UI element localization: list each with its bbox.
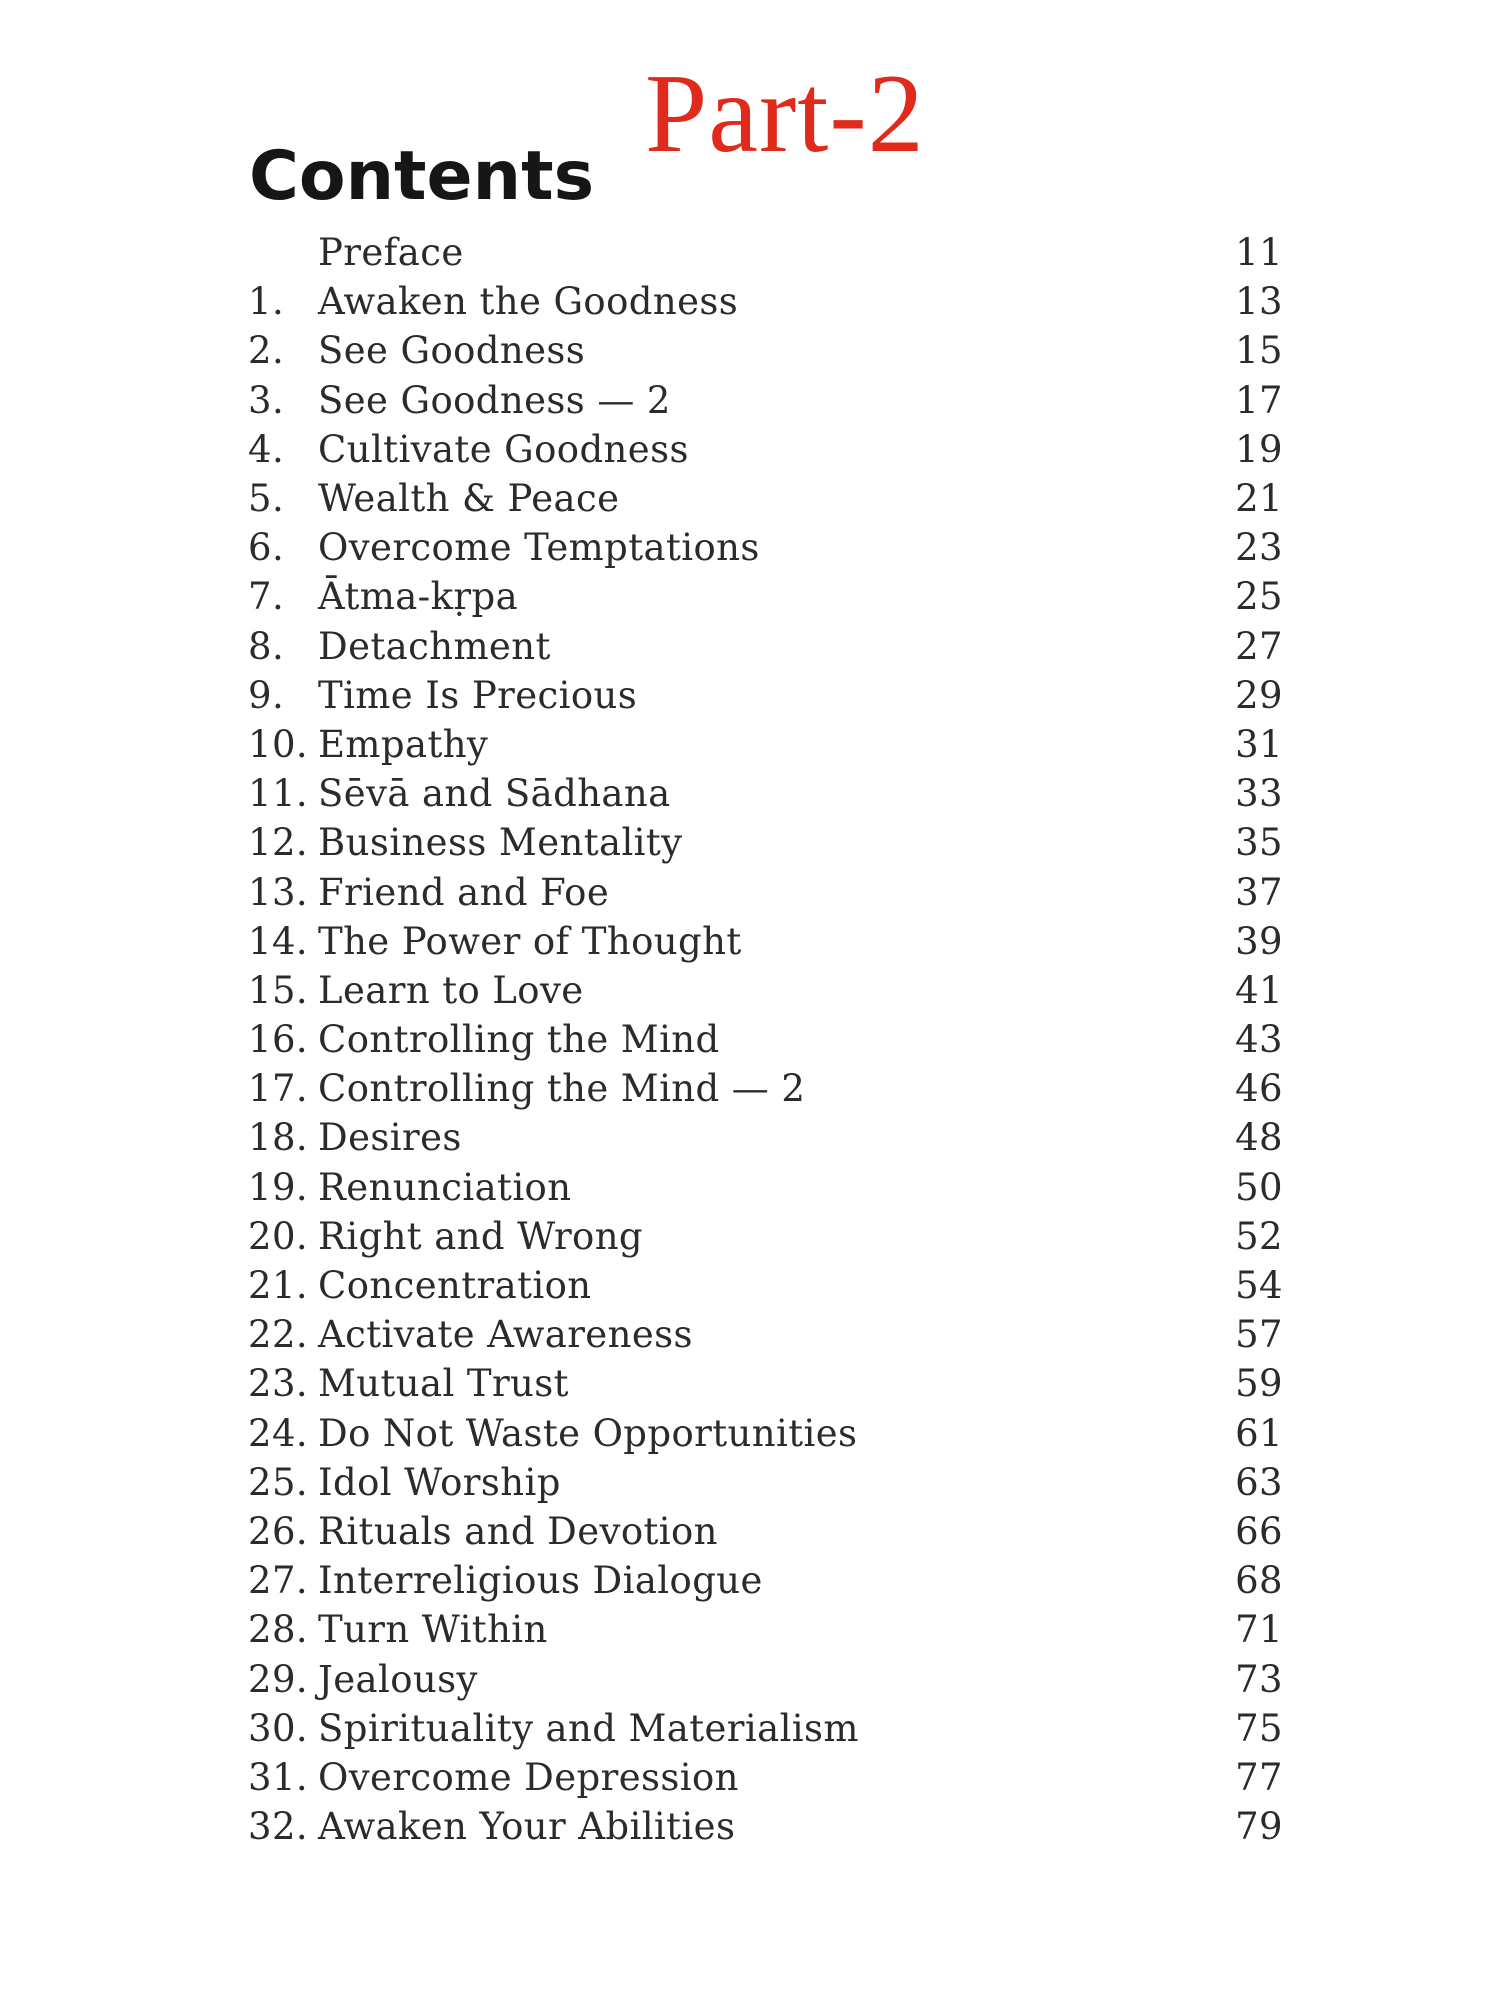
toc-entry-title: Spirituality and Materialism [318, 1706, 859, 1750]
toc-entry-number: 2. [248, 329, 285, 373]
toc-entry-page: 59 [1235, 1362, 1283, 1406]
toc-entry-page: 43 [1235, 1018, 1283, 1062]
toc-entry [248, 1212, 1283, 1261]
toc-entry-page: 41 [1235, 968, 1283, 1012]
toc-entry-page: 37 [1235, 870, 1283, 914]
toc-entry-page: 23 [1235, 526, 1283, 570]
toc-entry-title: Friend and Foe [318, 870, 610, 914]
toc-entry-number: 21. [248, 1264, 309, 1308]
toc-entry-page: 35 [1235, 821, 1283, 865]
toc-entry-title: See Goodness [318, 329, 586, 373]
toc-entry-page: 21 [1235, 477, 1283, 521]
toc-entry-title: Right and Wrong [318, 1214, 644, 1258]
toc-entry-number: 13. [248, 870, 309, 914]
toc-entry-number: 9. [248, 673, 285, 717]
toc-entry [248, 1654, 1283, 1703]
toc-entry-title: Overcome Depression [318, 1755, 739, 1799]
toc-entry-title: Preface [318, 231, 464, 275]
toc-entry-page: 25 [1235, 575, 1283, 619]
toc-entry-title: The Power of Thought [318, 919, 742, 963]
toc-entry [248, 1507, 1283, 1556]
toc-entry-number: 5. [248, 477, 285, 521]
toc-entry-number: 24. [248, 1411, 309, 1455]
toc-entry [248, 1409, 1283, 1458]
toc-entry-page: 61 [1235, 1411, 1283, 1455]
toc-entry-number: 32. [248, 1805, 309, 1849]
toc-entry-page: 29 [1235, 673, 1283, 717]
toc-entry-number: 23. [248, 1362, 309, 1406]
toc-entry-title: Concentration [318, 1264, 592, 1308]
table-of-contents [248, 228, 1283, 1851]
toc-entry-number: 17. [248, 1067, 309, 1111]
toc-entry [248, 1359, 1283, 1408]
toc-entry-number: 28. [248, 1608, 309, 1652]
toc-entry-number: 26. [248, 1509, 309, 1553]
toc-entry [248, 228, 1283, 277]
toc-entry-number: 20. [248, 1214, 309, 1258]
toc-entry-number: 29. [248, 1657, 309, 1701]
toc-entry-page: 75 [1235, 1706, 1283, 1750]
toc-entry [248, 671, 1283, 720]
toc-entry-page: 39 [1235, 919, 1283, 963]
part-label: Part-2 [645, 52, 925, 176]
toc-entry-page: 19 [1235, 427, 1283, 471]
toc-entry-page: 66 [1235, 1509, 1283, 1553]
toc-entry-page: 13 [1235, 280, 1283, 324]
toc-entry-number: 16. [248, 1018, 309, 1062]
toc-entry-title: Cultivate Goodness [318, 427, 689, 471]
page-title: Contents [249, 137, 595, 216]
toc-entry [248, 1113, 1283, 1162]
toc-entry-title: Overcome Temptations [318, 526, 760, 570]
toc-entry [248, 326, 1283, 375]
toc-entry [248, 1163, 1283, 1212]
toc-entry-page: 33 [1235, 772, 1283, 816]
toc-entry [248, 1605, 1283, 1654]
toc-entry-page: 73 [1235, 1657, 1283, 1701]
toc-entry [248, 1704, 1283, 1753]
toc-entry-title: Time Is Precious [318, 673, 638, 717]
toc-entry [248, 1261, 1283, 1310]
toc-entry-page: 52 [1235, 1214, 1283, 1258]
toc-entry [248, 818, 1283, 867]
toc-entry-title: Wealth & Peace [318, 477, 620, 521]
toc-entry-number: 27. [248, 1559, 309, 1603]
toc-entry-page: 71 [1235, 1608, 1283, 1652]
toc-entry-title: Do Not Waste Opportunities [318, 1411, 858, 1455]
toc-entry [248, 720, 1283, 769]
toc-entry [248, 474, 1283, 523]
toc-entry-title: Turn Within [318, 1608, 548, 1652]
toc-entry-page: 68 [1235, 1559, 1283, 1603]
toc-entry [248, 1458, 1283, 1507]
toc-entry-title: Desires [318, 1116, 462, 1160]
toc-entry-number: 4. [248, 427, 285, 471]
toc-entry-title: Sēvā and Sādhana [318, 772, 671, 816]
toc-entry [248, 1310, 1283, 1359]
toc-entry-title: Renunciation [318, 1165, 572, 1209]
toc-entry [248, 277, 1283, 326]
toc-entry-title: Empathy [318, 722, 489, 766]
toc-entry-title: Rituals and Devotion [318, 1509, 718, 1553]
toc-entry-title: Idol Worship [318, 1460, 561, 1504]
toc-entry-page: 57 [1235, 1313, 1283, 1357]
toc-entry [248, 622, 1283, 671]
toc-entry-number: 15. [248, 968, 309, 1012]
toc-entry-title: Detachment [318, 624, 551, 668]
toc-entry [248, 425, 1283, 474]
toc-entry-number: 7. [248, 575, 285, 619]
toc-entry-number: 19. [248, 1165, 309, 1209]
toc-entry-number: 3. [248, 378, 285, 422]
toc-entry-page: 50 [1235, 1165, 1283, 1209]
toc-entry [248, 917, 1283, 966]
toc-entry-number: 10. [248, 722, 309, 766]
toc-entry-page: 11 [1235, 231, 1283, 275]
toc-entry [248, 1556, 1283, 1605]
toc-entry [248, 1015, 1283, 1064]
toc-entry-number: 31. [248, 1755, 309, 1799]
toc-entry [248, 1064, 1283, 1113]
toc-entry-title: Business Mentality [318, 821, 683, 865]
toc-entry-page: 46 [1235, 1067, 1283, 1111]
toc-entry-title: Learn to Love [318, 968, 584, 1012]
toc-entry-number: 22. [248, 1313, 309, 1357]
toc-entry-number: 1. [248, 280, 285, 324]
toc-entry [248, 1802, 1283, 1851]
toc-entry-page: 48 [1235, 1116, 1283, 1160]
toc-entry [248, 966, 1283, 1015]
toc-entry-number: 12. [248, 821, 309, 865]
toc-entry-number: 11. [248, 772, 309, 816]
toc-entry [248, 572, 1283, 621]
toc-entry-number: 30. [248, 1706, 309, 1750]
toc-entry-number: 25. [248, 1460, 309, 1504]
toc-entry-title: Controlling the Mind [318, 1018, 720, 1062]
toc-entry [248, 769, 1283, 818]
toc-entry-number: 18. [248, 1116, 309, 1160]
toc-entry-title: Jealousy [318, 1657, 478, 1701]
toc-entry-page: 54 [1235, 1264, 1283, 1308]
toc-entry-page: 63 [1235, 1460, 1283, 1504]
toc-entry-number: 14. [248, 919, 309, 963]
toc-entry-title: Controlling the Mind — 2 [318, 1067, 806, 1111]
toc-entry-title: Ātma-kṛpa [318, 575, 519, 619]
toc-entry-page: 27 [1235, 624, 1283, 668]
toc-entry-title: Interreligious Dialogue [318, 1559, 763, 1603]
toc-entry [248, 867, 1283, 916]
toc-entry [248, 523, 1283, 572]
toc-entry-page: 17 [1235, 378, 1283, 422]
toc-entry-title: See Goodness — 2 [318, 378, 671, 422]
toc-entry-number: 6. [248, 526, 285, 570]
toc-entry [248, 1753, 1283, 1802]
toc-entry-page: 15 [1235, 329, 1283, 373]
toc-entry-page: 77 [1235, 1755, 1283, 1799]
toc-entry-title: Awaken Your Abilities [318, 1805, 736, 1849]
toc-entry-title: Awaken the Goodness [318, 280, 739, 324]
toc-entry-page: 79 [1235, 1805, 1283, 1849]
toc-entry-title: Activate Awareness [318, 1313, 693, 1357]
toc-entry [248, 376, 1283, 425]
toc-entry-title: Mutual Trust [318, 1362, 569, 1406]
toc-entry-number: 8. [248, 624, 285, 668]
toc-entry-page: 31 [1235, 722, 1283, 766]
